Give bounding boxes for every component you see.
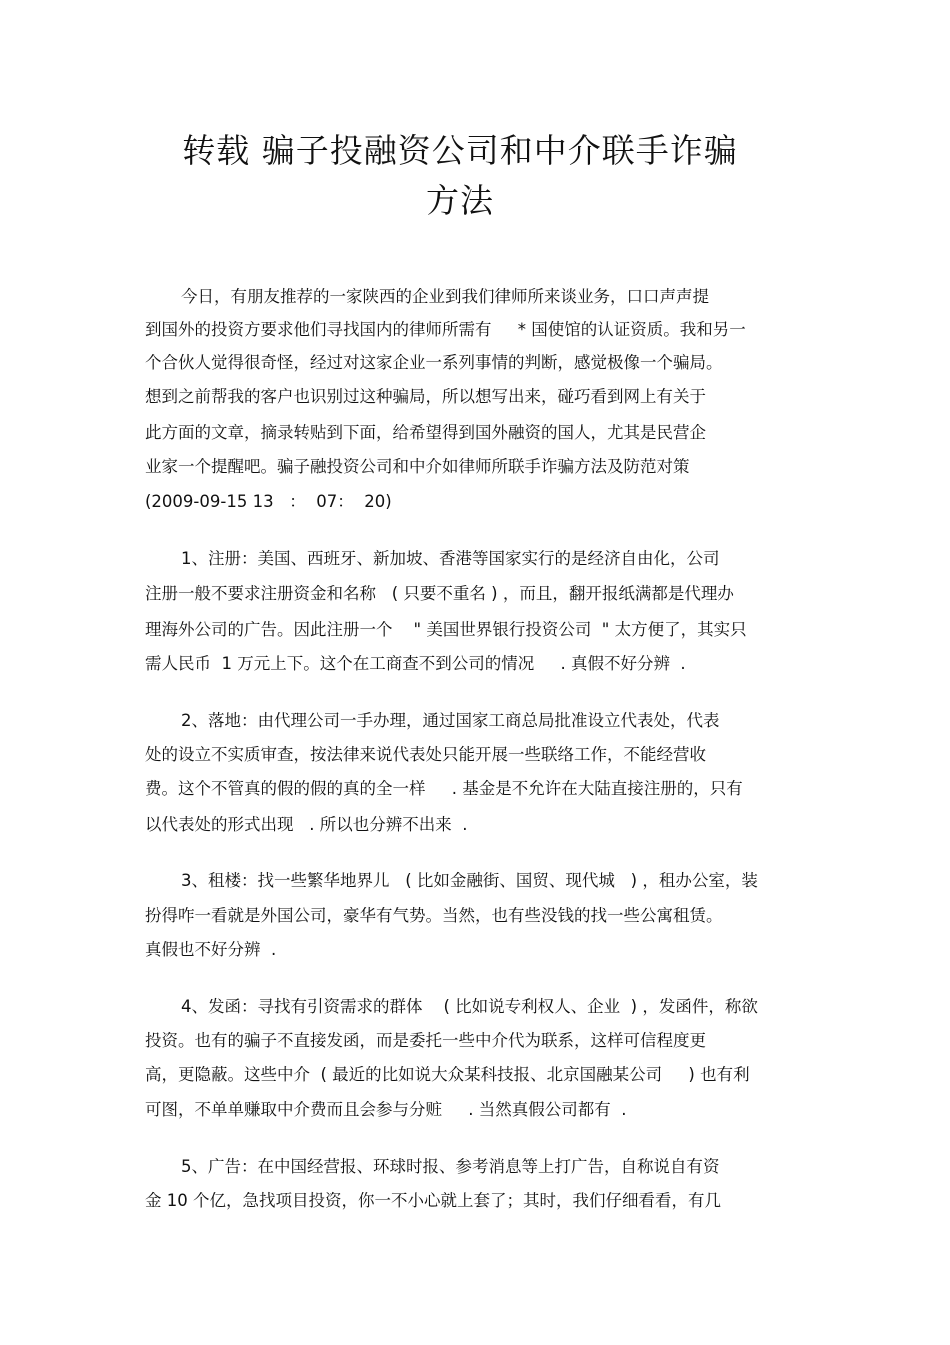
document-title-line-1: 转载 骗子投融资公司和中介联手诈骗 — [182, 131, 738, 170]
paragraph-line: 理海外公司的广告。因此注册一个 " 美国世界银行投资公司 " 太方便了，其实只 — [145, 620, 747, 639]
paragraph-line: 以代表处的形式出现 . 所以也分辨不出来 . — [145, 815, 468, 834]
paragraph-line: 真假也不好分辨 . — [145, 940, 277, 959]
paragraph-line: 想到之前帮我的客户也识别过这种骗局，所以想写出来，碰巧看到网上有关于 — [145, 387, 706, 406]
paragraph-line: 1、注册：美国、西班牙、新加坡、香港等国家实行的是经济自由化，公司 — [181, 549, 720, 568]
paragraph-line: 5、广告：在中国经营报、环球时报、参考消息等上打广告，自称说自有资 — [181, 1157, 720, 1176]
paragraph-line: 4、发函：寻找有引资需求的群体 ( 比如说专利权人、企业 ) ，发函件，称欲 — [181, 997, 758, 1016]
paragraph-line: 投资。也有的骗子不直接发函，而是委托一些中介代为联系，这样可信程度更 — [145, 1031, 706, 1050]
paragraph-line: (2009-09-15 13 ： 07： 20) — [145, 492, 392, 511]
paragraph-line: 个合伙人觉得很奇怪，经过对这家企业一系列事情的判断，感觉极像一个骗局。 — [145, 353, 723, 372]
paragraph-line: 注册一般不要求注册资金和名称 ( 只要不重名 ) ，而且，翻开报纸满都是代理办 — [145, 584, 734, 603]
paragraph-line: 业家一个提醒吧。骗子融投资公司和中介如律师所联手诈骗方法及防范对策 — [145, 457, 690, 476]
paragraph-line: 需人民币 1 万元上下。这个在工商查不到公司的情况 . 真假不好分辨 . — [145, 654, 686, 673]
paragraph-line: 费。这个不管真的假的假的真的全一样 . 基金是不允许在大陆直接注册的，只有 — [145, 779, 743, 798]
document-title-line-2: 方法 — [426, 181, 494, 220]
paragraph-line: 处的设立不实质审查，按法律来说代表处只能开展一些联络工作，不能经营收 — [145, 745, 706, 764]
paragraph-line: 3、租楼：找一些繁华地界儿 ( 比如金融街、国贸、现代城 ) ，租办公室，装 — [181, 871, 758, 890]
paragraph-line: 到国外的投资方要求他们寻找国内的律师所需有 * 国使馆的认证资质。我和另一 — [145, 320, 746, 339]
paragraph-line: 可图，不单单赚取中介费而且会参与分赃 . 当然真假公司都有 . — [145, 1100, 627, 1119]
paragraph-line: 此方面的文章，摘录转贴到下面，给希望得到国外融资的国人，尤其是民营企 — [145, 423, 706, 442]
paragraph-line: 2、落地：由代理公司一手办理，通过国家工商总局批准设立代表处，代表 — [181, 711, 720, 730]
paragraph-line: 扮得咋一看就是外国公司，豪华有气势。当然，也有些没钱的找一些公寓租赁。 — [145, 906, 723, 925]
paragraph-line: 高，更隐蔽。这些中介 ( 最近的比如说大众某科技报、北京国融某公司 ) 也有利 — [145, 1065, 750, 1084]
paragraph-line: 金 10 个亿，急找项目投资，你一不小心就上套了；其时，我们仔细看看，有几 — [145, 1191, 721, 1210]
paragraph-line: 今日，有朋友推荐的一家陕西的企业到我们律师所来谈业务，口口声声提 — [181, 287, 709, 306]
